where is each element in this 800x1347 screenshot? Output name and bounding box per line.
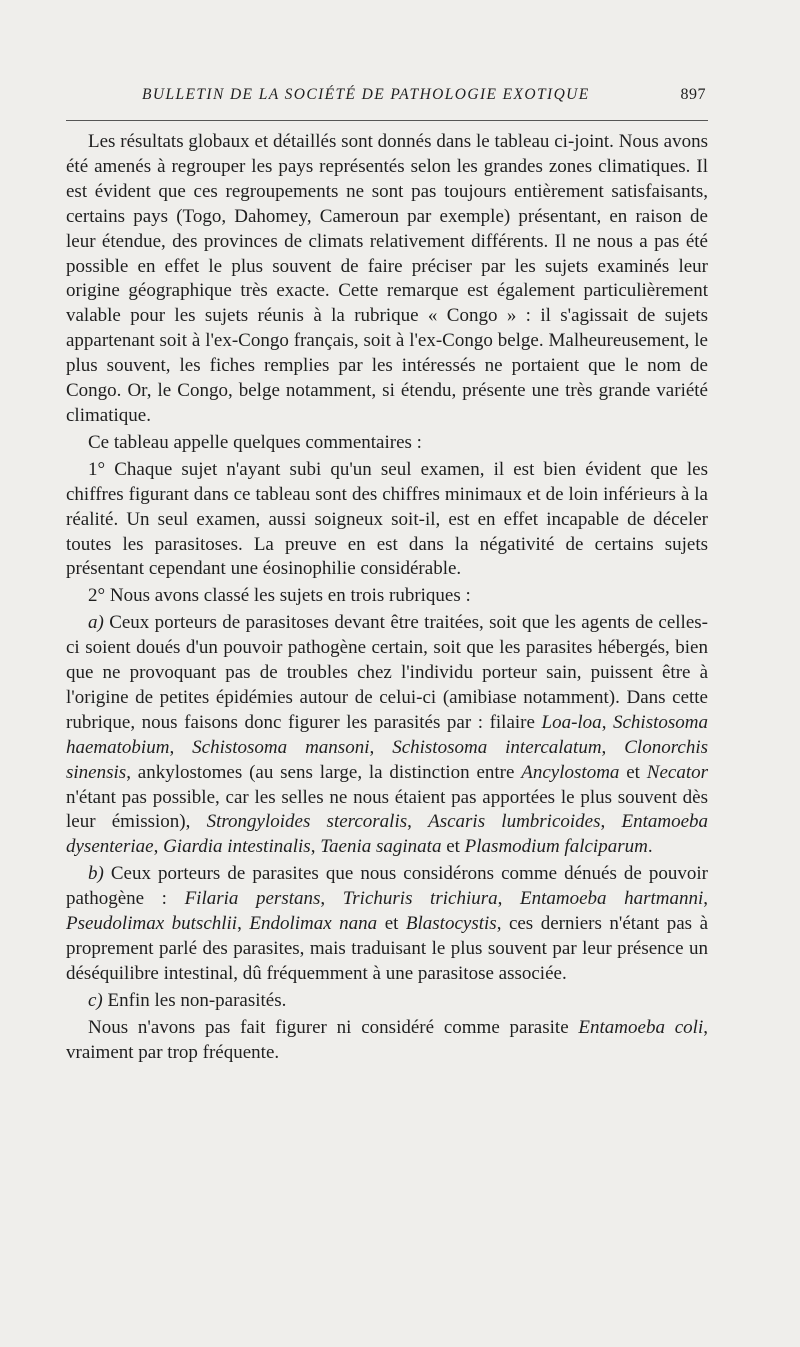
paragraph-results: Les résultats globaux et détaillés sont donnés dans le tableau ci-joint. Nous avons été amenés à regrouper les pays représentés selon les grandes zones climatiques. Il est évident que ces regroupements ne sont pas toujours entièrement satisfaisants, certains pays (Togo, Dahomey, Cameroun par exemple) présentant, en raison de leur étendue, des provinces de climats relativement différents. Il ne nous a pas été possible en effet le plus souvent de faire préciser par les sujets examinés leur origine géographique très exacte. Cette remarque est également particulièrement valable pour les sujets réunis à la rubrique « Congo » : il s'agissait de sujets appartenant soit à l'ex-Congo français, soit à l'ex-Congo belge. Malheureusement, le plus souvent, les fiches remplies par les intéressés ne portaient que le nom de Congo. Or, le Congo, belge notamment, si étendu, présente une très grande variété climatique. bbox=[66, 131, 708, 426]
species-name: Clonorchis sinensis bbox=[66, 736, 708, 783]
article-body bbox=[66, 130, 708, 1066]
species-name: Entamoeba dysenteriae bbox=[66, 811, 709, 858]
label-c: c) bbox=[88, 989, 103, 1011]
species-name: Giardia intestinalis bbox=[163, 836, 311, 858]
paragraph-point-1: 1° Chaque sujet n'ayant subi qu'un seul examen, il est bien évident que les chiffres figurant dans ce tableau sont des chiffres minimaux et de loin inférieurs à la réalité. Un seul examen, aussi soigneux soit-il, est en effet incapable de déceler toutes les parasitoses. La preuve en est dans la négativité de certains sujets présentant cependant une éosinophilie considérable. bbox=[66, 458, 708, 580]
label-a: a) bbox=[88, 612, 104, 634]
journal-title: BULLETIN DE LA SOCIÉTÉ DE PATHOLOGIE EXOTIQUE bbox=[142, 86, 590, 103]
page-number: 897 bbox=[680, 86, 706, 103]
header-rule bbox=[66, 120, 708, 121]
paragraph-category-b: b) Ceux porteurs de parasites que nous considérons comme dénués de pouvoir pathogène : Filaria perstans, Trichuris trichiura, Entamoeba hartmanni, Pseudolimax butschlii, Endolimax nana et Blastocystis, ces derniers n'étant pas à proprement parlé des parasites, mais traduisant le plus souvent par leur présence un déséquilibre intestinal, dû fréquemment à une parasitose associée. bbox=[66, 863, 709, 984]
species-name: Plasmodium falciparum bbox=[464, 836, 648, 858]
species-name: Ascaris lumbricoides bbox=[428, 811, 601, 833]
paragraph-entamoeba-coli: Nous n'avons pas fait figurer ni considéré comme parasite Entamoeba coli, vraiment par trop fréquente. bbox=[66, 1016, 708, 1063]
species-name: Schistosoma intercalatum bbox=[392, 736, 602, 758]
species-name: Entamoeba coli bbox=[578, 1016, 704, 1038]
running-header bbox=[66, 86, 706, 110]
species-name: Pseudolimax butschlii bbox=[66, 913, 238, 935]
species-name: Ancylostoma bbox=[521, 761, 620, 783]
species-name: Schistosoma haematobium bbox=[66, 711, 708, 758]
paragraph-category-a: a) Ceux porteurs de parasitoses devant être traitées, soit que les agents de celles-ci soient doués d'un pouvoir pathogène certain, soit que les parasites hébergés, bien que ne provoquant pas de troubles chez l'individu porteur sain, puissent être à l'origine de petites épidémies autour de celui-ci (amibiase notamment). Dans cette rubrique, nous faisons donc figurer les parasités par : filaire Loa-loa, Schistosoma haematobium, Schistosoma mansoni, Schistosoma intercalatum, Clonorchis sinensis, ankylostomes (au sens large, la distinction entre Ancylostoma et Necator n'étant pas possible, car les selles ne nous étaient pas apportées le plus souvent dès leur émission), Strongyloides stercoralis, Ascaris lumbricoides, Entamoeba dysenteriae, Giardia intestinalis, Taenia saginata et Plasmodium falciparum. bbox=[66, 612, 709, 858]
species-name: Schistosoma mansoni bbox=[192, 736, 370, 758]
species-name: Endolimax nana bbox=[249, 913, 378, 935]
species-name: Loa-loa bbox=[541, 711, 602, 733]
species-name: Blastocystis bbox=[405, 913, 497, 935]
species-name: Entamoeba hartmanni bbox=[519, 888, 704, 910]
paragraph-category-c: c) Enfin les non-parasités. bbox=[88, 989, 287, 1011]
species-name: Strongyloides stercoralis bbox=[206, 811, 408, 833]
paragraph-point-2: 2° Nous avons classé les sujets en trois rubriques : bbox=[88, 585, 471, 607]
paragraph-comments-intro: Ce tableau appelle quelques commentaires : bbox=[88, 431, 422, 453]
label-b: b) bbox=[88, 863, 104, 885]
species-name: Trichuris trichiura bbox=[342, 888, 498, 910]
species-name: Filaria perstans bbox=[184, 888, 321, 910]
species-name: Taenia saginata bbox=[320, 836, 442, 858]
species-name: Necator bbox=[646, 761, 708, 783]
